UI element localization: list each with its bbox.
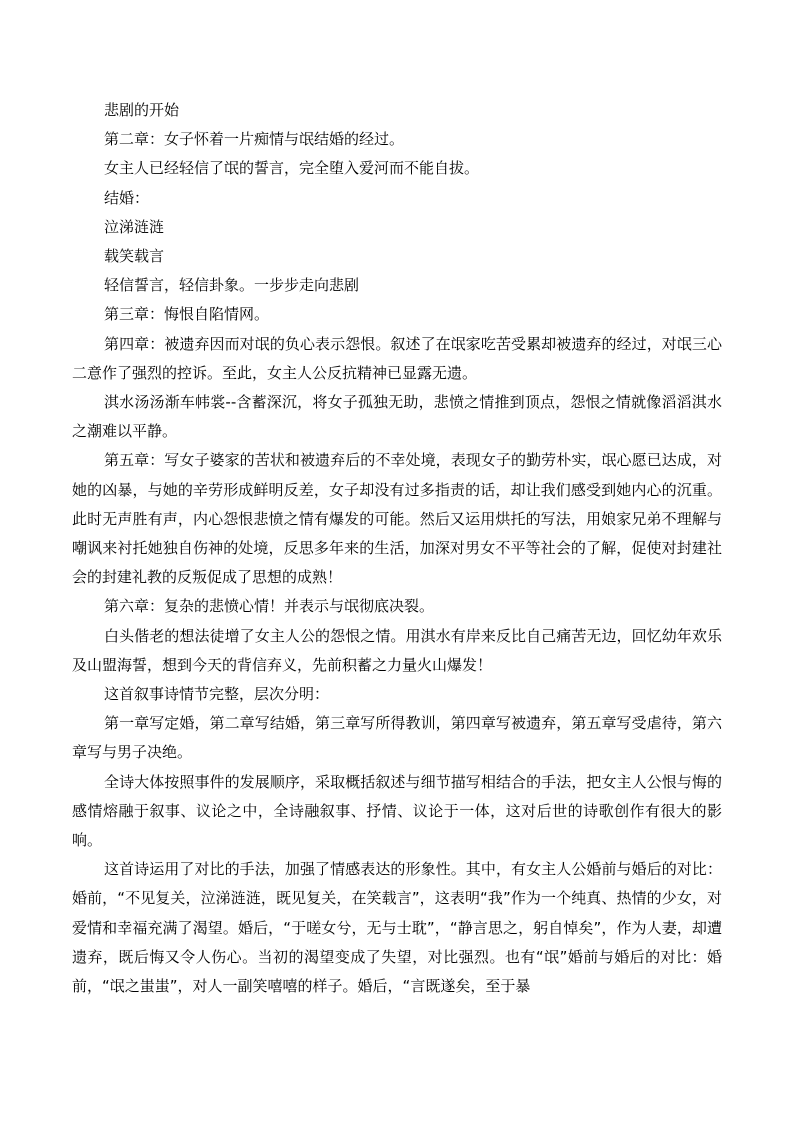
paragraph-1: 悲剧的开始	[104, 101, 180, 119]
paragraph-4: 结婚：	[104, 188, 150, 207]
paragraph-12: 第六章：复杂的悲愤心情！并表示与氓彻底决裂。	[104, 597, 435, 616]
document-page	[72, 96, 722, 1001]
paragraph-3: 女主人已经轻信了氓的誓言，完全堕入爱河而不能自拔。	[104, 159, 480, 178]
paragraph-5: 泣涕涟涟	[104, 217, 165, 236]
paragraph-2: 第二章：女子怀着一片痴情与氓结婚的经过。	[104, 130, 405, 149]
paragraph-9: 第四章：被遗弃因而对氓的负心表示怨恨。叙述了在氓家吃苦受累却被遗弃的经过，对氓三心二意作了强烈的控诉。至此，女主人公反抗精神已显露无遗。	[72, 334, 722, 382]
paragraph-6: 载笑载言	[104, 247, 165, 266]
paragraph-11: 第五章：写女子婆家的苦状和被遗弃后的不幸处境，表现女子的勤劳朴实，氓心愿已达成，对她的凶暴，与她的辛劳形成鲜明反差，女子却没有过多指责的话，却让我们感受到她内心的沉重。此时无声胜有声，内心怨恨悲愤之情有爆发的可能。然后又运用烘托的写法，用娘家兄弟不理解与嘲讽来衬托她独自伤神的处境，反思多年来的生活，加深对男女不平等社会的了解，促使对封建社会的封建礼教的反叛促成了思想的成熟！	[72, 451, 722, 587]
paragraph-8: 第三章：悔恨自陷情网。	[104, 305, 270, 324]
paragraph-13: 白头偕老的想法徒增了女主人公的怨恨之情。用淇水有岸来反比自己痛苦无边，回忆幼年欢乐及山盟海誓，想到今天的背信弃义，先前积蓄之力量火山爆发！	[72, 626, 722, 674]
paragraph-10: 淇水汤汤渐车帏裳--含蓄深沉，将女子孤独无助，悲愤之情推到顶点，怨恨之情就像滔滔淇水之潮难以平静。	[72, 393, 722, 441]
paragraph-7: 轻信誓言，轻信卦象。一步步走向悲剧	[104, 276, 360, 295]
paragraph-15: 第一章写定婚，第二章写结婚，第三章写所得教训，第四章写被遗弃，第五章写受虐待，第六章写与男子决绝。	[72, 714, 722, 762]
paragraph-17: 这首诗运用了对比的手法，加强了情感表达的形象性。其中，有女主人公婚前与婚后的对比：婚前，“不见复关，泣涕涟涟，既见复关，在笑载言”，这表明“我”作为一个纯真、热情的少女，对爱情和幸福充满了渴望。婚后，“于嗟女兮，无与士耽”，“静言思之，躬自悼矣”，作为人妻，却遭遗弃，既后悔又令人伤心。当初的渴望变成了失望，对比强烈。也有“氓”婚前与婚后的对比：婚前，“氓之蚩蚩”，对人一副笑嘻嘻的样子。婚后，“言既遂矣，至于暴	[72, 860, 722, 996]
paragraph-16: 全诗大体按照事件的发展顺序，采取概括叙述与细节描写相结合的手法，把女主人公恨与悔的感情熔融于叙事、议论之中，全诗融叙事、抒情、议论于一体，这对后世的诗歌创作有很大的影响。	[72, 772, 722, 850]
paragraph-14: 这首叙事诗情节完整，层次分明：	[104, 685, 330, 704]
